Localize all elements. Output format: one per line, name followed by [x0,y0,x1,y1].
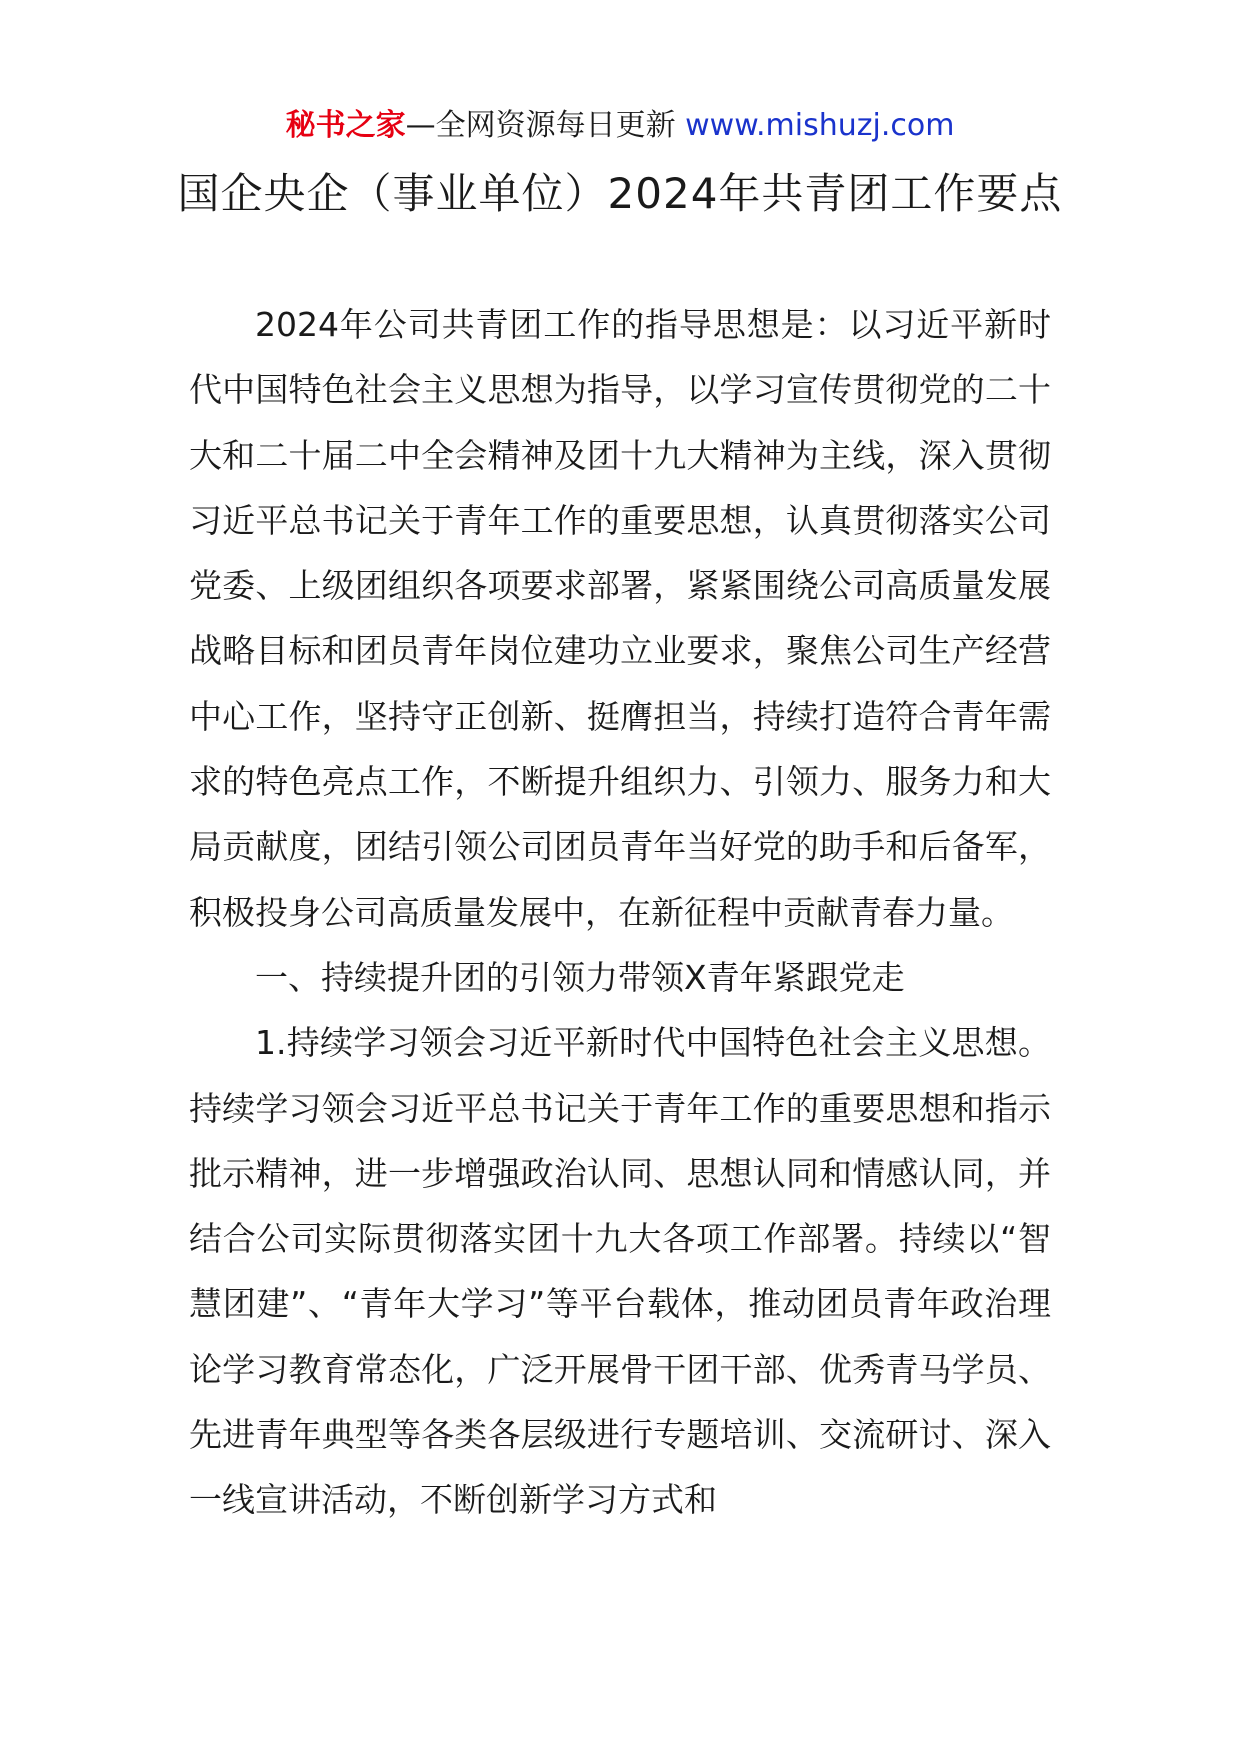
paragraph-item-1: 1.持续学习领会习近平新时代中国特色社会主义思想。持续学习领会习近平总书记关于青年工作的重要思想和指示批示精神，进一步增强政治认同、思想认同和情感认同，并结合公司实际贯彻落实团十九大各项工作部署。持续以“智慧团建”、“青年大学习”等平台载体，推动团员青年政治理论学习教育常态化，广泛开展骨干团干部、优秀青马学员、先进青年典型等各类各层级进行专题培训、交流研讨、深入一线宣讲活动，不断创新学习方式和 [189,1023,1051,1520]
document-title: 国企央企（事业单位）2024年共青团工作要点 [177,169,1063,218]
site-url-link[interactable]: www.mishuzj.com [685,108,955,143]
site-brand: 秘书之家 [285,108,406,143]
paragraph-guiding-thought: 2024年公司共青团工作的指导思想是：以习近平新时代中国特色社会主义思想为指导，以学习宣传贯彻党的二十大和二十届二中全会精神及团十九大精神为主线，深入贯彻习近平总书记关于青年工作的重要思想，认真贯彻落实公司党委、上级团组织各项要求部署，紧紧围绕公司高质量发展战略目标和团员青年岗位建功立业要求，聚焦公司生产经营中心工作，坚持守正创新、挺膺担当，持续打造符合青年需求的特色亮点工作，不断提升组织力、引领力、服务力和大局贡献度，团结引领公司团员青年当好党的助手和后备军，积极投身公司高质量发展中，在新征程中贡献青春力量。 [189,305,1051,932]
site-header [0,104,1240,148]
section-heading-1: 一、持续提升团的引领力带领X青年紧跟党走 [255,957,905,997]
document-body [189,292,1051,1533]
site-tagline: —全网资源每日更新 [405,108,676,143]
